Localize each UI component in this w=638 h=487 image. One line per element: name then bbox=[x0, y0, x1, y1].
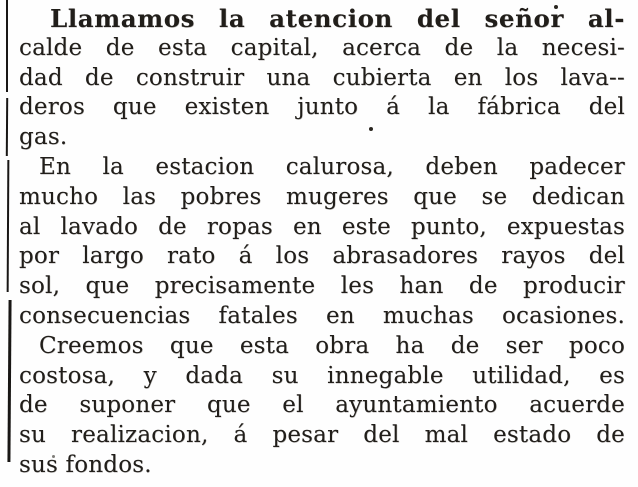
article-line: mucho las pobres mugeres que se dedican bbox=[19, 183, 625, 210]
article-line: dad de construir una cubierta en los lava-- bbox=[19, 64, 625, 91]
article-line: de suponer que el ayuntamiento acuerde bbox=[19, 392, 625, 419]
article-text bbox=[19, 4, 625, 481]
column-rule-segment bbox=[7, 160, 10, 292]
column-rule-segment bbox=[6, 0, 8, 92]
article-line: Creemos que esta obra ha de ser poco bbox=[39, 332, 625, 359]
article-line: deros que existen junto á la fábrica del bbox=[19, 94, 625, 121]
article-line: En la estacion calurosa, deben padecer bbox=[39, 153, 625, 180]
article-line: gas. bbox=[19, 124, 68, 151]
article-line: sus fondos. bbox=[19, 451, 152, 478]
column-rule-segment bbox=[7, 300, 11, 462]
article-line: costosa, y dada su innegable utilidad, es bbox=[19, 362, 625, 389]
article-line: sol, que precisamente les han de producir bbox=[19, 273, 625, 300]
article-line: Llamamos la atencion del señor al- bbox=[50, 4, 625, 33]
column-rule-segment bbox=[6, 98, 8, 156]
article-line: por largo rato á los abrasadores rayos del bbox=[19, 243, 625, 270]
article-line: su realizacion, á pesar del mal estado de bbox=[19, 422, 625, 449]
article-line: al lavado de ropas en este punto, expuestas bbox=[19, 213, 625, 240]
article-line: consecuencias fatales en muchas ocasiones. bbox=[19, 302, 625, 329]
article-line: calde de esta capital, acerca de la necesi- bbox=[19, 34, 625, 61]
